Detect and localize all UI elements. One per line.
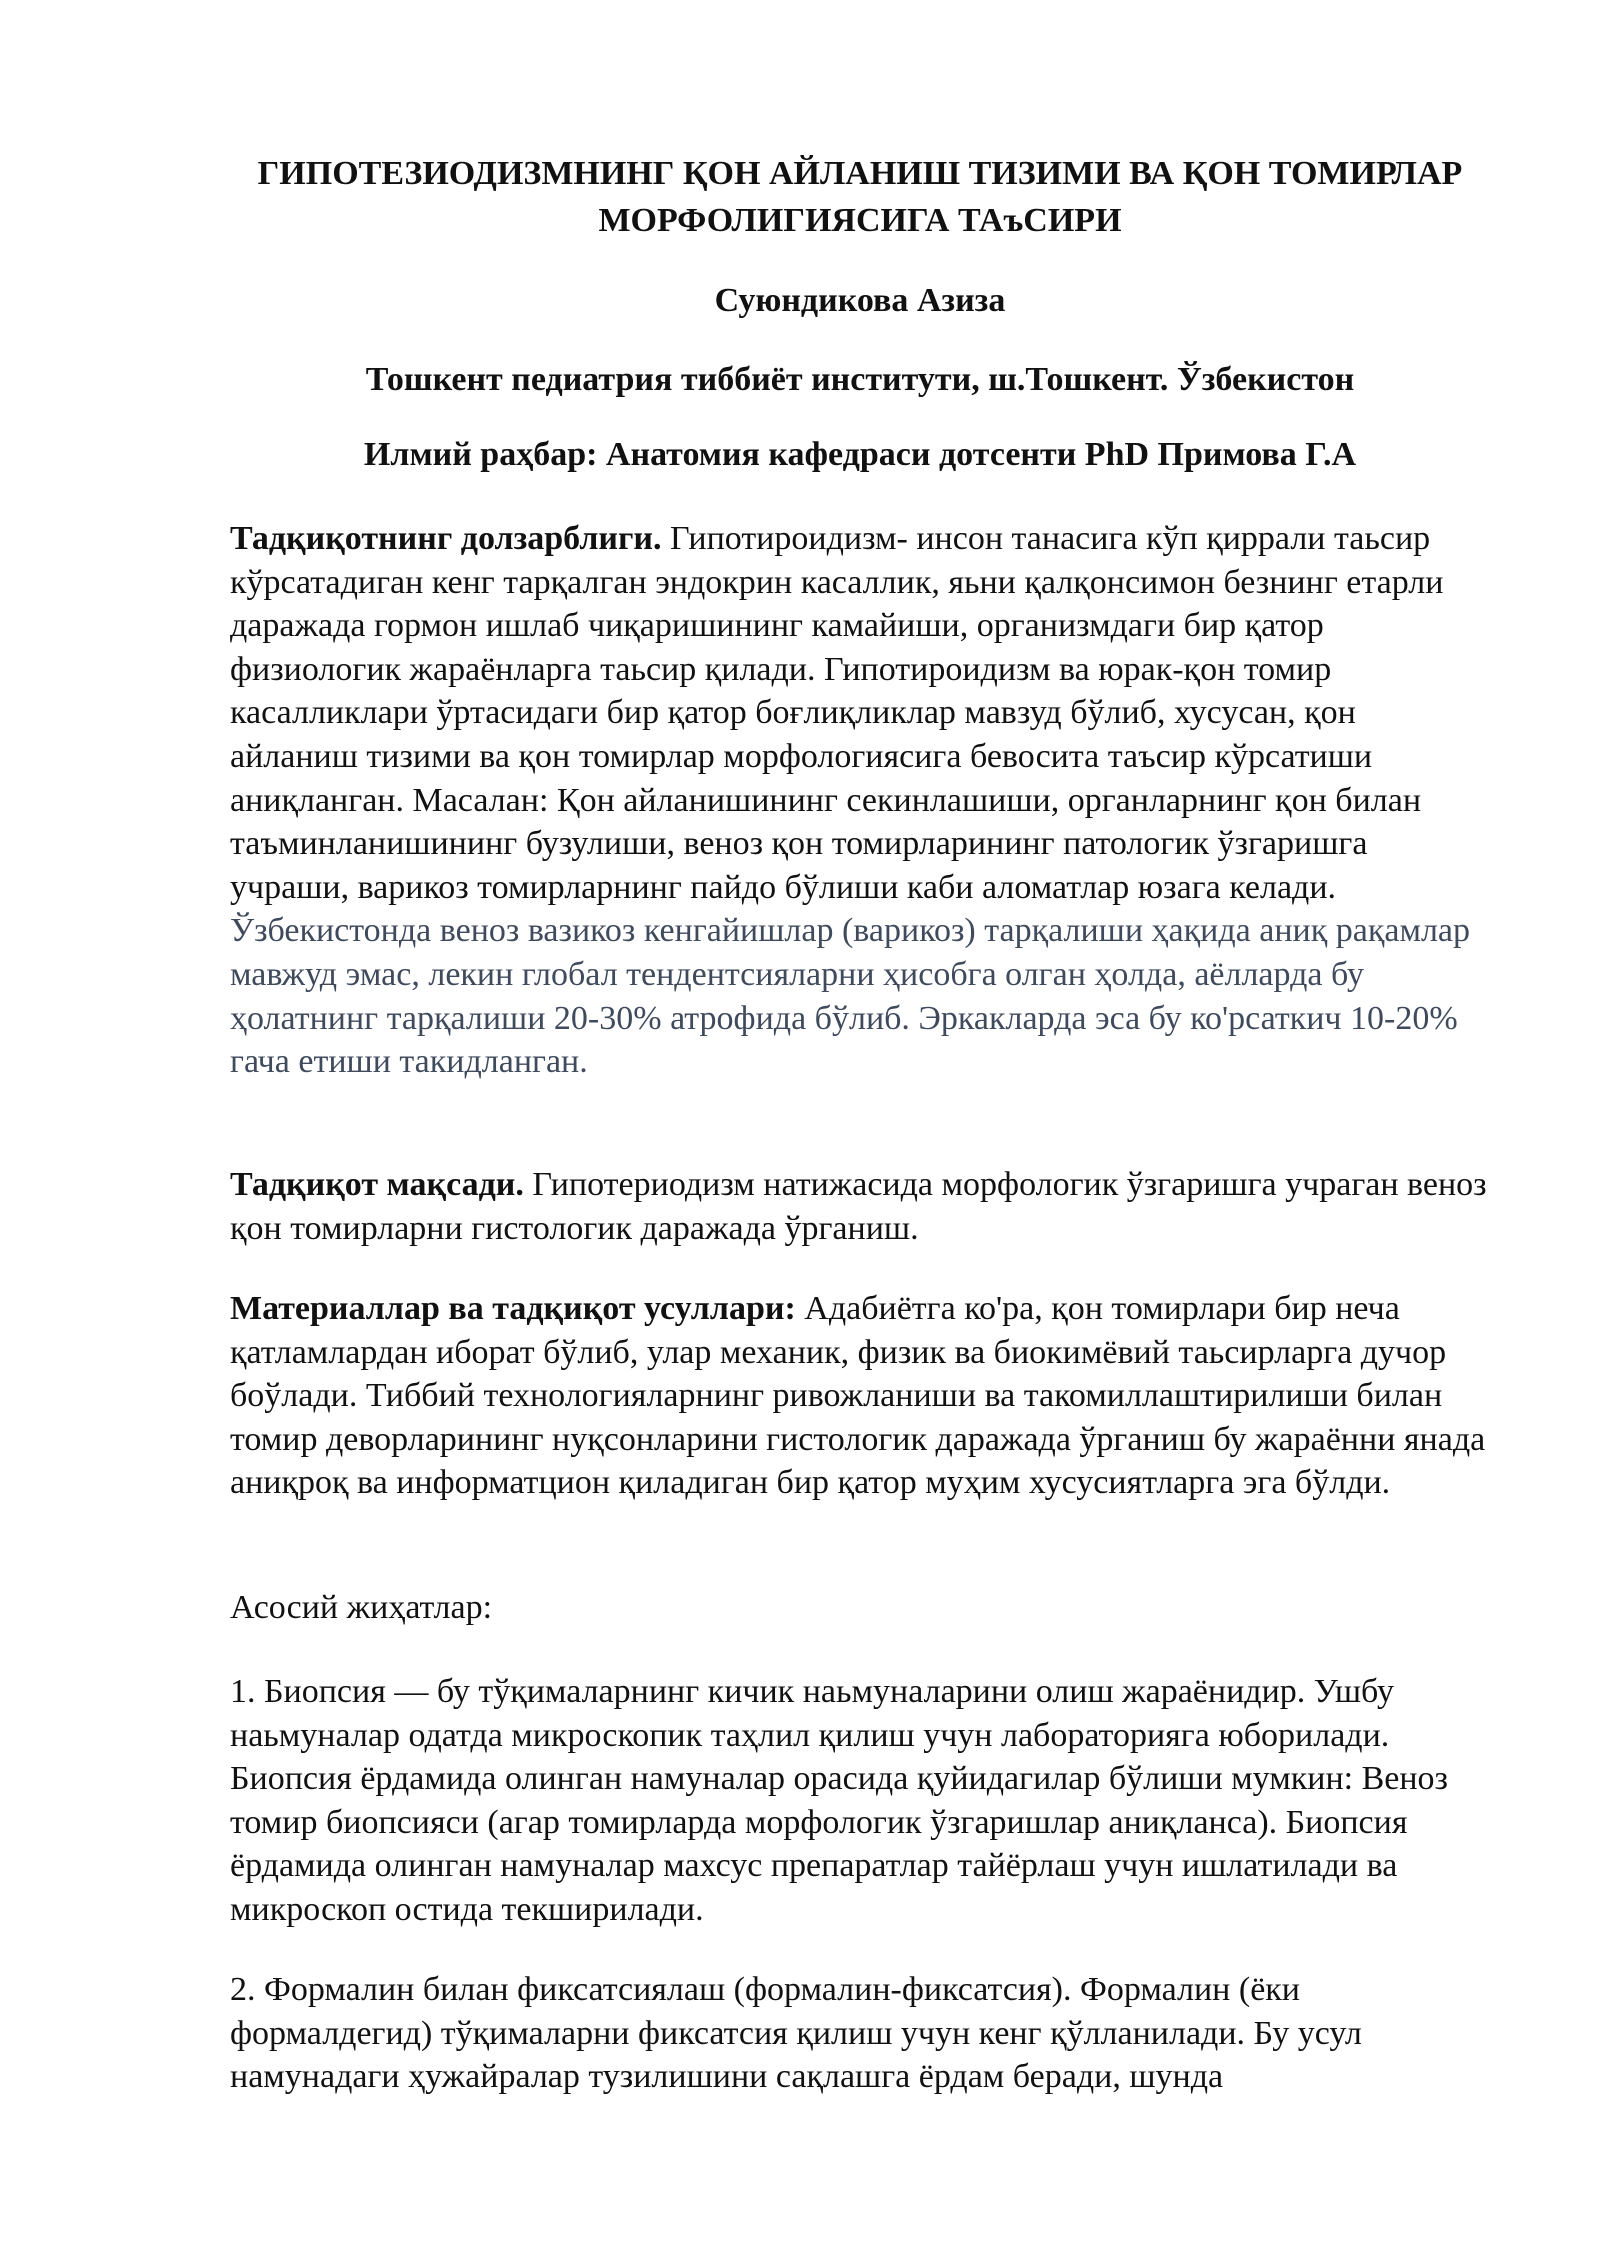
relevance-text: Гипотироидизм- инсон танасига кўп қиррали таьсир кўрсатадиган кенг тарқалган эндокрин касаллик, яьни қалқонсимон безнинг етарли даражада гормон ишлаб чиқаришининг камайиши, организмдаги бир қатор физиологик жараёнларга таьсир қилади. Гипотироидизм ва юрак-қон томир касалликлари ўртасидаги бир қатор боғлиқликлар мавзуд бўлиб, хусусан, қон айланиш тизими ва қон томирлар морфологиясига бевосита таъсир кўрсатиши аниқланган. Масалан: Қон айланишининг секинлашиши, органларнинг қон билан таъминланишининг бузулиши, веноз қон томирларининг патологик ўзгаришга учраши, варикоз томирларнинг пайдо бўлиши каби аломатлар юзага келади. [230,520,1444,906]
scientific-advisor: Илмий раҳбар: Анатомия кафедраси дотсенти PhD Примова Г.А [363,436,1357,473]
relevance-paragraph [230,517,1490,1084]
author-name: Суюндикова Азиза [714,282,1006,319]
relevance-heading: Тадқиқотнинг долзарблиги. [230,520,662,557]
methods-text: Адабиётга ко'ра, қон томирлари бир неча қатламлардан иборат бўлиб, улар механик, физик ва биокимёвий таьсирларга дучор боўлади. Тиббий технологияларнинг ривожланиши ва такомиллаштирилиши билан томир деворларининг нуқсонларини гистологик даражада ўрганиш бу жараённи янада аниқроқ ва информатцион қиладиган бир қатор муҳим хусусиятларга эга бўлди. [230,1290,1486,1502]
aim-text: Гипотериодизм натижасида морфологик ўзгаришга учраган веноз қон томирларни гистологик даражада ўрганиш. [230,1166,1487,1247]
relevance-statistics-text: Ўзбекистонда веноз вазикоз кенгайишлар (варикоз) тарқалиши ҳақида аниқ рақамлар мавжуд эмас, лекин глобал тендентсияларни ҳисобга олган ҳолда, аёлларда бу ҳолатнинг тарқалиши 20-30% атрофида бўлиб. Эркакларда эса бу ко'рсаткич 10-20% гача етиши такидланган. [230,912,1471,1081]
aim-paragraph [230,1163,1490,1250]
author-affiliation: Тошкент педиатрия тиббиёт институти, ш.Тошкент. Ўзбекистон [365,361,1355,398]
list-item-biopsy: 1. Биопсия — бу тўқималарнинг кичик наьмуналарини олиш жараёнидир. Ушбу наьмуналар одатда микроскопик таҳлил қилиш учун лабораторияга юборилади. Биопсия ёрдамида олинган намуналар орасида қуйидагилар бўлиши мумкин: Веноз томир биопсияси (агар томирларда морфологик ўзгаришлар аниқланса). Биопсия ёрдамида олинган намуналар махсус препаратлар тайёрлаш учун ишлатилади ва микроскоп остида текширилади. [230,1673,1448,1928]
aim-heading: Тадқиқот мақсади. [230,1166,524,1203]
aspects-heading: Асосий жиҳатлар: [230,1589,493,1626]
methods-heading: Материаллар ва тадқиқот усуллари: [230,1290,796,1327]
paper-title: ГИПОТЕЗИОДИЗМНИНГ ҚОН АЙЛАНИШ ТИЗИМИ ВА ҚОН ТОМИРЛАР МОРФОЛИГИЯСИГА ТАъСИРИ [257,155,1463,239]
list-item-formalin: 2. Формалин билан фиксатсиялаш (формалин-фиксатсия). Формалин (ёки формалдегид) тўқималарни фиксатсия қилиш учун кенг қўлланилади. Бу усул намунадаги ҳужайралар тузилишини сақлашга ёрдам беради, шунда [230,1971,1362,2096]
methods-paragraph [230,1287,1490,1505]
